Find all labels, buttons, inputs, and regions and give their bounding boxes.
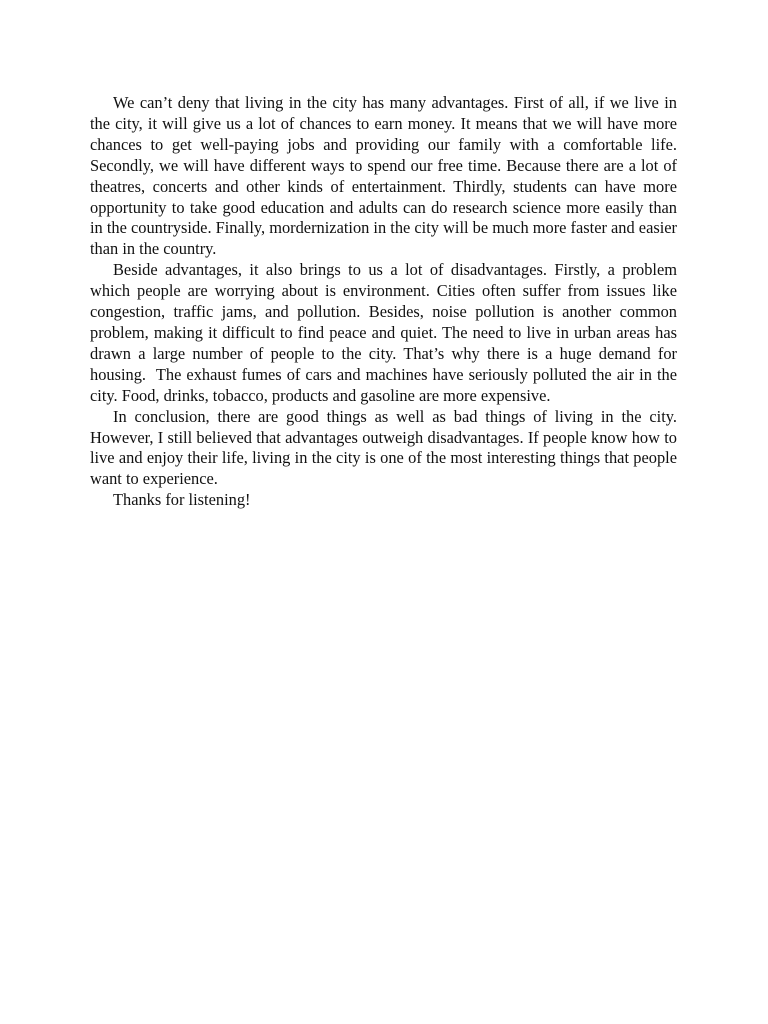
document-page xyxy=(90,93,682,511)
paragraph-disadvantages: Beside advantages, it also brings to us a lot of disadvantages. Firstly, a problem which people are worrying about is environment. Cities often suffer from issues like congestion, traffic jams, and pollution. Besides, noise pollution is another common problem, making it difficult to find peace and quiet. The need to live in urban areas has drawn a large number of people to the city. That’s why there is a huge demand for housing. The exhaust fumes of cars and machines have seriously polluted the air in the city. Food, drinks, tobacco, products and gasoline are more expensive. xyxy=(90,260,682,405)
paragraph-conclusion: In conclusion, there are good things as well as bad things of living in the city. However, I still believed that advantages outweigh disadvantages. If people know how to live and enjoy their life, living in the city is one of the most interesting things that people want to experience. xyxy=(90,406,682,489)
closing-line: Thanks for listening! xyxy=(113,490,251,510)
paragraph-advantages: We can’t deny that living in the city has many advantages. First of all, if we live in the city, it will give us a lot of chances to earn money. It means that we will have more chances to get well-paying jobs and providing our family with a comfortable life. Secondly, we will have different ways to spend our free time. Because there are a lot of theatres, concerts and other kinds of entertainment. Thirdly, students can have more opportunity to take good education and adults can do research science more easily than in the countryside. Finally, mordernization in the city will be much more faster and easier than in the country. xyxy=(90,93,682,259)
